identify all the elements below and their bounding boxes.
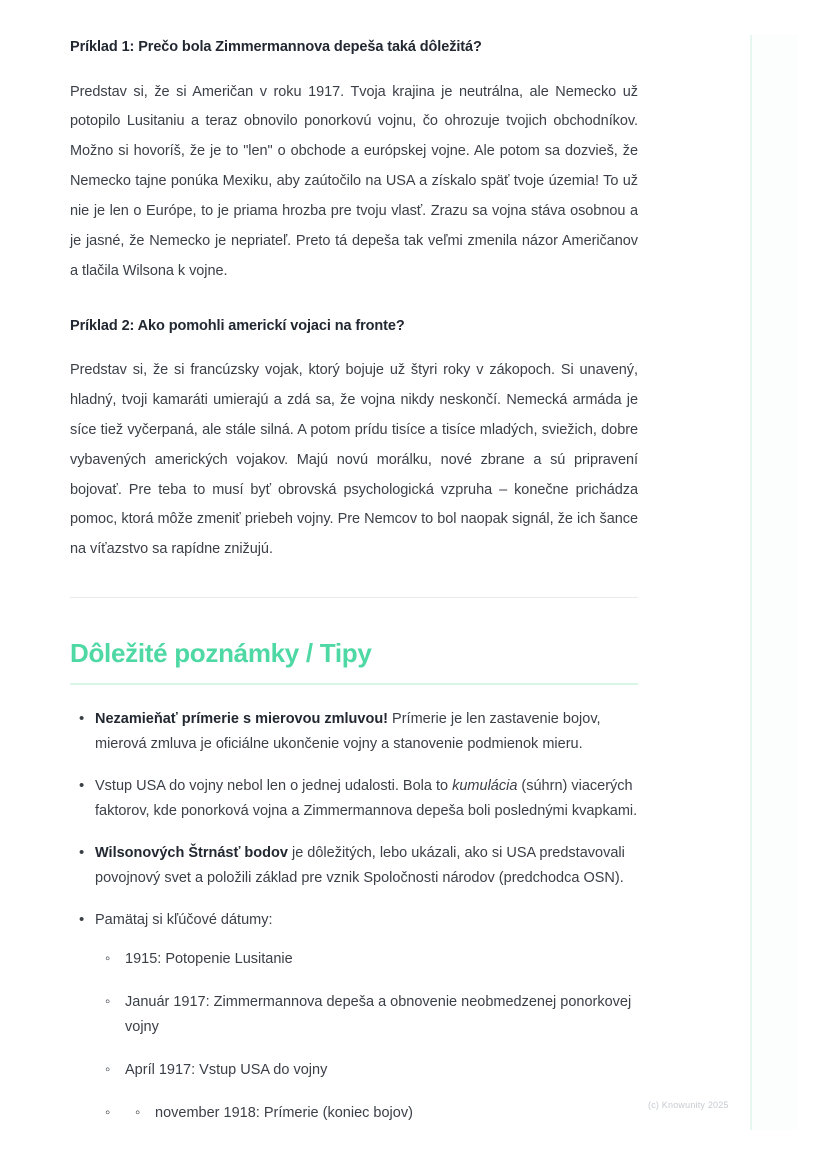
list-item xyxy=(70,774,638,824)
tip-1-bold: Nezamieňať prímerie s mierovou zmluvou! xyxy=(95,711,389,728)
date-item-text: november 1918: Prímerie (koniec bojov) xyxy=(155,1104,413,1121)
date-item-text: Január 1917: Zimmermannova depeša a obnovenie neobmedzenej ponorkovej vojny xyxy=(125,993,632,1035)
date-item-text: 1915: Potopenie Lusitanie xyxy=(125,950,293,967)
tip-3-text: je dôležitých, lebo ukázali, ako si USA predstavovali povojnový svet a položili základ pre vznik Spoločnosti národov (predchodca OSN). xyxy=(95,845,625,887)
example-1-heading: Príklad 1: Prečo bola Zimmermannova depeša taká dôležitá? xyxy=(70,39,482,55)
tip-3-bold: Wilsonových Štrnásť bodov xyxy=(95,845,288,862)
example-2-heading: Príklad 2: Ako pomohli americkí vojaci na fronte? xyxy=(70,317,405,334)
tip-4-text: Pamätaj si kľúčové dátumy: xyxy=(95,911,273,928)
example-2-paragraph: Predstav si, že si francúzsky vojak, ktorý bojuje už štyri roky v zákopoch. Si unavený, hladný, tvoji kamaráti umierajú a zdá sa, že vojna nikdy neskončí. Nemecká armáda je síce tiež vyčerpaná, ale stále silná. A potom prídu tisíce a tisíce mladých, sviežich, dobre vybavených amerických vojakov. Majú novú morálku, nové zbrane a sú pripravení bojovať. Pre teba to musí byť obrovská psychologická vzpruha – konečne prichádza pomoc, ktorá môže zmeniť priebeh vojny. Pre Nemcov to bol naopak signál, že ich šance na víťazstvo sa rapídne znižujú. xyxy=(70,362,638,558)
footer-copyright: (c) Knowunity 2025 xyxy=(648,1100,729,1110)
list-item xyxy=(95,1101,638,1126)
tip-2-prefix: Vstup USA do vojny nebol len o jednej udalosti. Bola to xyxy=(95,778,453,795)
page-edge-rail xyxy=(750,35,828,1130)
list-item xyxy=(70,707,638,757)
list-item xyxy=(95,990,638,1040)
list-item xyxy=(70,841,638,891)
list-item xyxy=(70,908,638,1126)
key-dates-sublist xyxy=(95,947,638,1126)
list-item xyxy=(95,947,638,972)
notes-section-title: Dôležité poznámky / Tipy xyxy=(70,638,372,669)
example-1-paragraph: Predstav si, že si Američan v roku 1917. Tvoja krajina je neutrálna, ale Nemecko už potopilo Lusitaniu a teraz obnovilo ponorkovú vojnu, čo ohrozuje tvojich obchodníkov. Možno si hovoríš, že je to "len" o obchode a európskej vojne. Ale potom sa dozvieš, že Nemecko tajne ponúka Mexiku, aby zaútočilo na USA a získalo späť tvoje územia! To už nie je len o Európe, to je priama hrozba pre tvoju vlasť. Zrazu sa vojna stáva osobnou a je jasné, že Nemecko je nepriateľ. Preto tá depeša tak veľmi zmenila názor Američanov a tlačila Wilsona k vojne. xyxy=(70,83,638,279)
notes-section-underline xyxy=(70,683,638,685)
tips-list xyxy=(70,707,638,1125)
tip-1-text: Prímerie je len zastavenie bojov, mierová zmluva je oficiálne ukončenie vojny a stanovenie podmienok mieru. xyxy=(95,711,601,753)
section-divider xyxy=(70,597,638,598)
tip-2-suffix: (súhrn) viacerých faktorov, kde ponorková vojna a Zimmermannova depeša boli poslednými kvapkami. xyxy=(95,778,638,820)
date-item-text: Apríl 1917: Vstup USA do vojny xyxy=(125,1061,328,1078)
tip-2-italic-term: kumulácia xyxy=(452,778,518,795)
list-item xyxy=(95,1058,638,1083)
